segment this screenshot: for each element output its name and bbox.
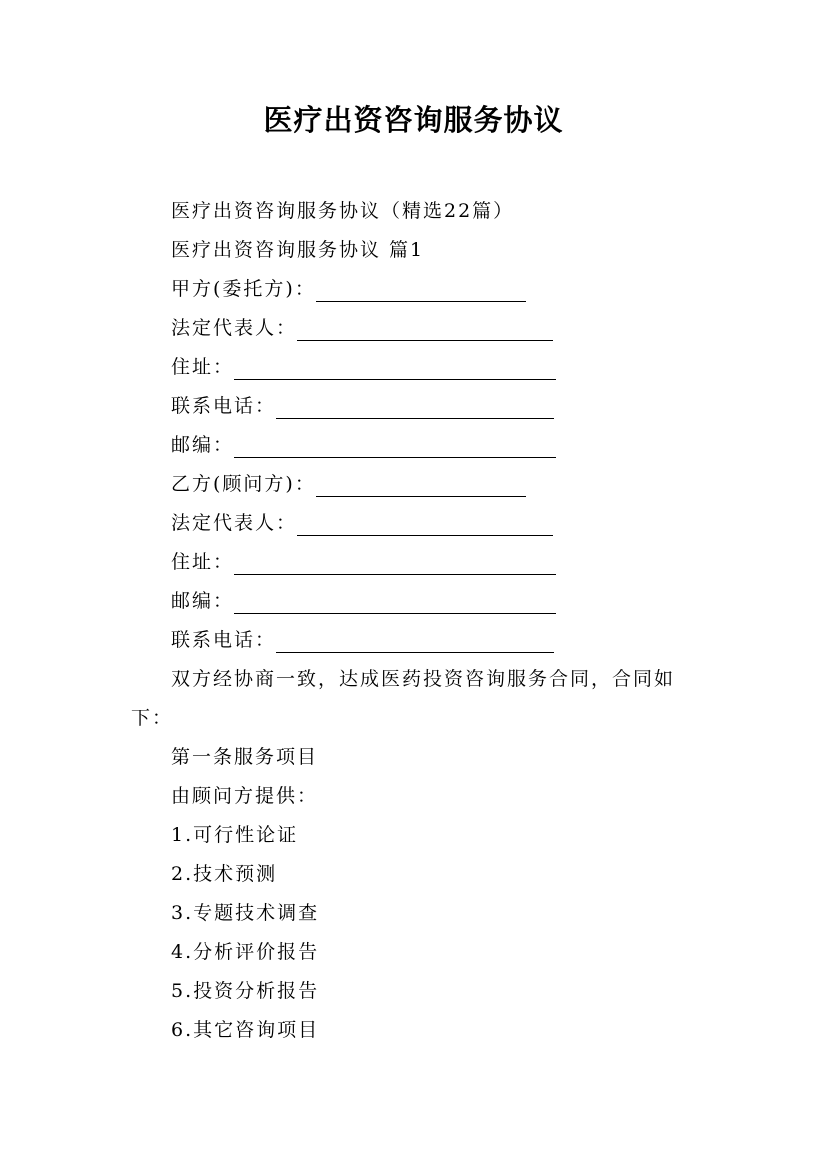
- list-item: 3.专题技术调查: [171, 902, 320, 924]
- party-a-phone-row: [171, 393, 554, 419]
- party-a-address-row: [171, 354, 556, 380]
- document-title: 医疗出资咨询服务协议: [263, 103, 564, 137]
- party-a-rep-blank: [297, 320, 553, 341]
- party-b-phone-row: [171, 627, 554, 653]
- party-a-rep-row: [171, 315, 553, 341]
- party-b-blank: [316, 476, 526, 497]
- party-a-phone-label: 联系电话：: [171, 395, 277, 417]
- party-a-blank: [316, 281, 526, 302]
- party-b-rep-blank: [297, 515, 553, 536]
- list-item: 2.技术预测: [171, 863, 278, 885]
- article-1-heading: 第一条服务项目: [171, 746, 319, 768]
- party-b-postcode-label: 邮编：: [171, 590, 235, 612]
- party-a-postcode-label: 邮编：: [171, 434, 235, 456]
- party-a-postcode-row: [171, 432, 556, 458]
- list-item: 6.其它咨询项目: [171, 1019, 320, 1041]
- party-b-rep-label: 法定代表人：: [171, 512, 298, 534]
- party-a-row: [171, 276, 526, 302]
- party-a-rep-label: 法定代表人：: [171, 317, 298, 339]
- section-heading: 医疗出资咨询服务协议 篇1: [171, 239, 425, 261]
- list-item: 1.可行性论证: [171, 824, 299, 846]
- list-item: 5.投资分析报告: [171, 980, 320, 1002]
- party-b-phone-label: 联系电话：: [171, 629, 277, 651]
- party-b-phone-blank: [276, 632, 554, 653]
- agreement-text: 双方经协商一致，达成医药投资咨询服务合同，合同如: [171, 668, 676, 690]
- party-b-address-row: [171, 549, 556, 575]
- party-b-row: [171, 471, 526, 497]
- subtitle: 医疗出资咨询服务协议（精选22篇）: [171, 200, 515, 222]
- agreement-text-continued: 下：: [131, 707, 174, 729]
- party-b-postcode-row: [171, 588, 556, 614]
- party-a-address-blank: [234, 359, 556, 380]
- provided-by: 由顾问方提供：: [171, 785, 319, 807]
- party-a-label: 甲方(委托方)：: [171, 278, 316, 300]
- party-b-address-blank: [234, 554, 556, 575]
- party-b-postcode-blank: [234, 593, 556, 614]
- party-a-phone-blank: [276, 398, 554, 419]
- party-b-label: 乙方(顾问方)：: [171, 473, 316, 495]
- party-b-rep-row: [171, 510, 553, 536]
- list-item: 4.分析评价报告: [171, 941, 320, 963]
- party-b-address-label: 住址：: [171, 551, 235, 573]
- party-a-postcode-blank: [234, 437, 556, 458]
- party-a-address-label: 住址：: [171, 356, 235, 378]
